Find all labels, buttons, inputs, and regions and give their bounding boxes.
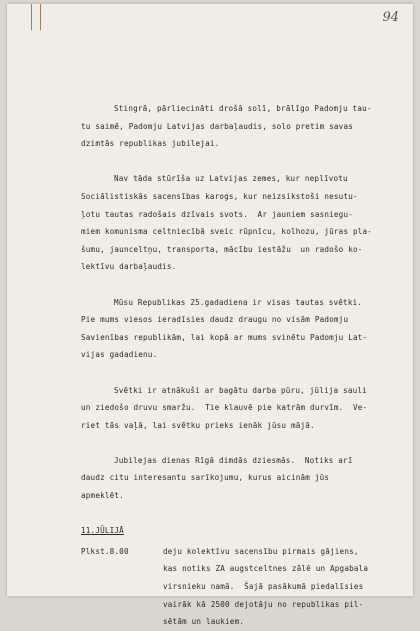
schedule-date-heading: 11.JŪLIJĀ xyxy=(81,526,124,536)
page-number: 94 xyxy=(382,10,399,25)
text-line: Svētki ir atnākuši ar bagātu darba pūru, jūlija sauli xyxy=(114,385,367,395)
text-line: šumu, jaunceltņu, transporta, mācību iestāžu un radošo ko- xyxy=(81,244,363,254)
text-line: sētām un laukiem. xyxy=(163,617,245,627)
paragraph xyxy=(81,170,401,276)
paragraph xyxy=(81,382,401,435)
text-line: daudz citu interesantu sarīkojumu, kurus aicinām jūs xyxy=(81,473,330,483)
paragraph xyxy=(81,100,401,153)
text-line: Stingrā, pārliecināti drošā solī, brālīgo Padomju tau- xyxy=(114,104,372,113)
document-body xyxy=(81,100,401,631)
text-line: Sociālistiskās sacensības karogs, kur neizsikstoši nesutu- xyxy=(81,191,358,201)
paragraph xyxy=(81,294,401,364)
paragraph xyxy=(81,452,401,505)
text-line: virsnieku namā. Šajā pasākumā piedalīsies xyxy=(163,582,364,592)
text-line: Savienības republikām, lai kopā ar mums svinētu Padomju Lat- xyxy=(81,332,368,342)
text-line: riet tās vaļā, lai svētku prieks ienāk jūsu mājā. xyxy=(81,420,315,430)
hole-punch-mark xyxy=(31,4,32,30)
text-line: Pie mums viesos ieradīsies daudz draugu no visām Padomju xyxy=(81,315,349,325)
text-line: Nav tāda stūrīša uz Latvijas zemes, kur neplīvotu xyxy=(114,174,348,184)
hole-punch-mark xyxy=(40,4,41,30)
text-line: vairāk kā 2500 dejotāju no republikas pil- xyxy=(163,599,364,609)
document-page xyxy=(7,4,413,627)
text-line: dzimtās republikas jubilejai. xyxy=(81,139,220,149)
event-time: Plkst.8.00 xyxy=(81,546,129,556)
text-line: apmeklēt. xyxy=(81,491,124,501)
text-line: kas notiks ZA augstceltnes zālē un Apgabala xyxy=(163,564,369,574)
event-description xyxy=(163,543,401,631)
text-line: un ziedošo druvu smaržu. Tie klauvē pie katrām durvīm. Ve- xyxy=(81,403,368,413)
text-line: Mūsu Republikas 25.gadadiena ir visas tautas svētki. xyxy=(114,297,363,307)
text-line: Jubilejas dienas Rīgā dimdās dziesmās. Notiks arī xyxy=(114,455,353,465)
text-line: deju kolektīvu sacensību pirmais gājiens, xyxy=(163,546,359,556)
schedule-event xyxy=(81,543,401,631)
text-line: lektīvu darbaļaudis. xyxy=(81,262,177,272)
text-line: miem komunisma celtniecībā sveic rūpnīcu, kolhozu, jūras pla- xyxy=(81,227,373,237)
text-line: ļotu tautas radošais dzīvais svots. Ar jauniem sasniegu- xyxy=(81,209,353,219)
text-line: tu saimē, Padomju Latvijas darbaļaudis, solo pretim savas xyxy=(81,121,353,131)
text-line: vijas gadadienu. xyxy=(81,350,158,360)
